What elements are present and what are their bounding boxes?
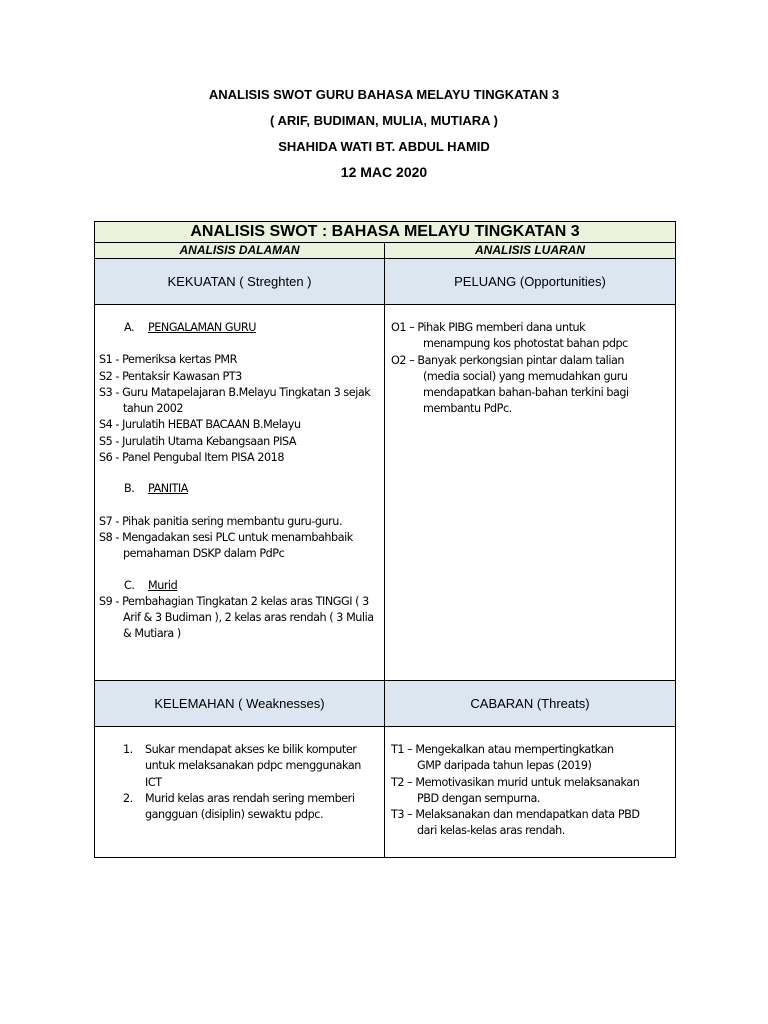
section-heading: B. PANITIA [124,482,188,496]
document-date: 12 MAC 2020 [340,164,428,180]
teacher-name: SHAHIDA WATI BT. ABDUL HAMID [278,139,490,154]
threats-header: CABARAN (Threats) [385,681,676,727]
list-item: S3 - Guru Matapelajaran B.Melayu Tingkatan 3 sejak tahun 2002 [99,385,371,416]
weaknesses-cell [95,727,385,858]
list-item: S5 - Jurulatih Utama Kebangsaan PISA [99,434,297,448]
threats-cell [385,727,676,858]
list-item: S1 - Pemeriksa kertas PMR [99,353,237,367]
list-item: S4 - Jurulatih HEBAT BACAAN B.Melayu [99,418,301,432]
list-item: T3 – Melaksanakan dan mendapatkan data PBD dari kelas-kelas aras rendah. [391,808,640,838]
list-item: S9 - Pembahagian Tingkatan 2 kelas aras TINGGI ( 3 Arif & 3 Budiman ), 2 kelas aras rendah ( 3 Mulia & Mutiara ) [99,594,374,641]
list-item: S7 - Pihak panitia sering membantu guru-guru. [99,514,343,528]
document-title: ANALISIS SWOT GURU BAHASA MELAYU TINGKATAN 3 [208,87,560,102]
list-item: O2 – Banyak perkongsian pintar dalam talian (media social) yang memudahkan guru mendapatkan bahan-bahan terkini bagi membantu PdPc. [391,353,629,416]
section-heading: A. PENGALAMAN GURU [124,321,256,334]
list-item: 1. Sukar mendapat akses ke bilik komputer untuk melaksanakan pdpc menggunakan ICT [123,743,361,789]
class-list: ( ARIF, BUDIMAN, MULIA, MUTIARA ) [270,113,498,128]
swot-table [94,221,676,858]
opportunities-header: PELUANG (Opportunities) [385,259,676,305]
list-item: S8 - Mengadakan sesi PLC untuk menambahbaik pemahaman DSKP dalam PdPc [99,530,353,561]
strengths-cell [95,305,385,681]
opportunities-cell [385,305,676,681]
list-item: S2 - Pentaksir Kawasan PT3 [99,369,242,383]
internal-analysis-label: ANALISIS DALAMAN [95,243,385,259]
list-item: O1 – Pihak PIBG memberi dana untuk menampung kos photostat bahan pdpc [391,321,628,351]
list-item: 2. Murid kelas aras rendah sering memberi gangguan (disiplin) sewaktu pdpc. [123,791,355,822]
strengths-header: KEKUATAN ( Streghten ) [95,259,385,305]
document-header [0,86,768,181]
list-item: T1 – Mengekalkan atau mempertingkatkan GMP daripada tahun lepas (2019) [391,743,614,773]
swot-table-title: ANALISIS SWOT : BAHASA MELAYU TINGKATAN 3 [95,222,676,243]
list-item: S6 - Panel Pengubal Item PISA 2018 [99,451,284,465]
list-item: T2 – Memotivasikan murid untuk melaksanakan PBD dengan sempurna. [391,775,640,805]
weaknesses-header: KELEMAHAN ( Weaknesses) [95,681,385,727]
external-analysis-label: ANALISIS LUARAN [385,243,676,259]
section-heading: C. Murid [124,578,178,592]
